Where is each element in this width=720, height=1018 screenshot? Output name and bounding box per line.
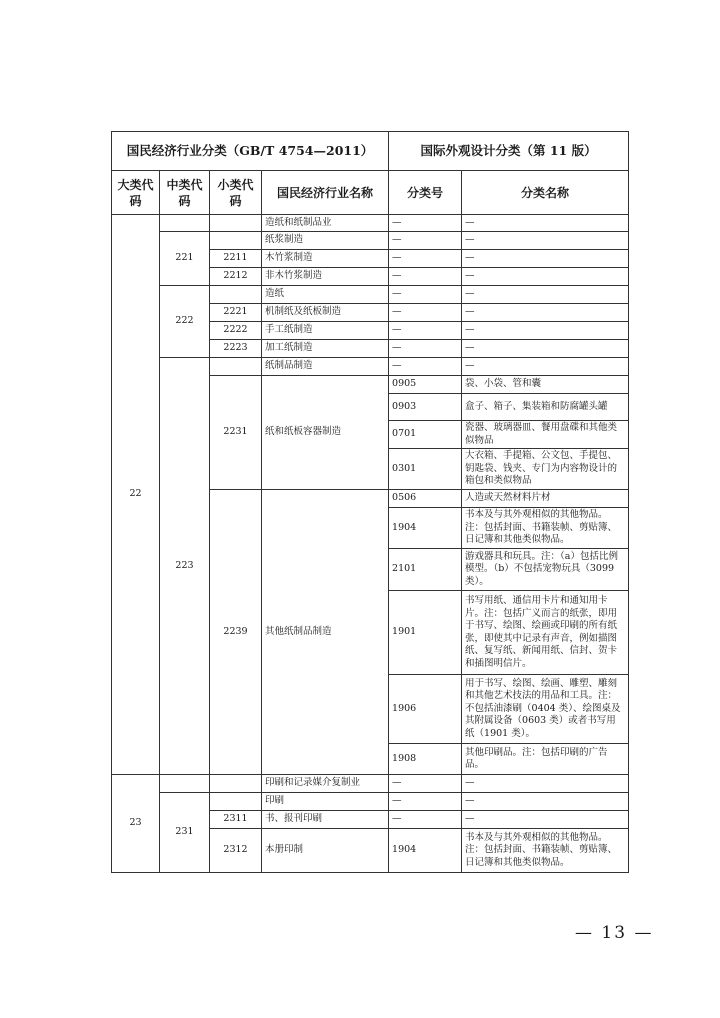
class-number-cell: —	[389, 322, 462, 340]
class-name-cell: 其他印刷品。注：包括印刷的广告品。	[462, 744, 629, 775]
industry-name-cell: 非木竹浆制造	[262, 268, 389, 286]
class-number-cell: —	[389, 340, 462, 358]
minor-code-cell: 2221	[210, 304, 262, 322]
table-row	[112, 793, 629, 811]
minor-code-cell	[210, 793, 262, 811]
minor-code-cell	[210, 286, 262, 304]
industry-name-cell: 加工纸制造	[262, 340, 389, 358]
minor-code-cell: 2212	[210, 268, 262, 286]
class-number-cell: —	[389, 793, 462, 811]
header-major-code: 大类代码	[112, 171, 160, 215]
minor-code-cell: 2312	[210, 829, 262, 873]
class-number-cell: —	[389, 232, 462, 250]
class-name-cell: 书本及与其外观相似的其他物品。注：包括封面、书籍装帧、剪贴簿、日记簿和其他类似物品。	[462, 508, 629, 549]
middle-code-cell	[160, 775, 210, 793]
industry-name-cell: 纸和纸板容器制造	[262, 376, 389, 490]
class-name-cell: —	[462, 811, 629, 829]
major-code-cell: 23	[112, 775, 160, 873]
class-number-cell: 0506	[389, 490, 462, 508]
minor-code-cell: 2211	[210, 250, 262, 268]
class-number-cell: —	[389, 775, 462, 793]
middle-code-cell: 222	[160, 286, 210, 358]
header-class-name: 分类名称	[462, 171, 629, 215]
class-name-cell: —	[462, 286, 629, 304]
industry-name-cell: 机制纸及纸板制造	[262, 304, 389, 322]
class-number-cell: 1904	[389, 508, 462, 549]
table-header-row	[112, 171, 629, 215]
class-name-cell: 用于书写、绘图、绘画、雕塑、雕刻和其他艺术技法的用品和工具。注：不包括油漆刷（0404 类）、绘图桌及其附属设备（0603 类）或者书写用纸（1901 类）。	[462, 675, 629, 744]
class-name-cell: —	[462, 268, 629, 286]
class-name-cell: 大衣箱、手提箱、公文包、手提包、钥匙袋、钱夹、专门为内容物设计的箱包和类似物品	[462, 449, 629, 490]
header-minor-code: 小类代码	[210, 171, 262, 215]
page-number: — 13 —	[575, 923, 654, 943]
class-name-cell: —	[462, 358, 629, 376]
middle-code-cell: 231	[160, 793, 210, 873]
table-row	[112, 232, 629, 250]
title-design-classification: 国际外观设计分类（第 11 版）	[389, 132, 629, 171]
class-number-cell: 1906	[389, 675, 462, 744]
class-name-cell: 游戏器具和玩具。注：（a）包括比例模型。（b）不包括宠物玩具（3099 类）。	[462, 549, 629, 591]
class-number-cell: 2101	[389, 549, 462, 591]
minor-code-cell: 2222	[210, 322, 262, 340]
class-number-cell: 1908	[389, 744, 462, 775]
middle-code-cell	[160, 215, 210, 232]
industry-name-cell: 造纸和纸制品业	[262, 215, 389, 232]
class-number-cell: —	[389, 215, 462, 232]
industry-name-cell: 手工纸制造	[262, 322, 389, 340]
minor-code-cell: 2239	[210, 490, 262, 775]
class-number-cell: 0903	[389, 394, 462, 421]
table-row	[112, 775, 629, 793]
industry-name-cell: 书、报刊印刷	[262, 811, 389, 829]
class-number-cell: —	[389, 268, 462, 286]
industry-name-cell: 印刷	[262, 793, 389, 811]
class-name-cell: 人造或天然材料片材	[462, 490, 629, 508]
industry-name-cell: 本册印制	[262, 829, 389, 873]
industry-name-cell: 木竹浆制造	[262, 250, 389, 268]
class-name-cell: —	[462, 340, 629, 358]
class-name-cell: 书写用纸、通信用卡片和通知用卡片。注：包括广义而言的纸张，即用于书写、绘图、绘画或印刷的所有纸张，即使其中记录有声音，例如描图纸、复写纸、新闻用纸、信封、贺卡和插图明信片。	[462, 591, 629, 675]
class-number-cell: 0905	[389, 376, 462, 394]
minor-code-cell	[210, 358, 262, 376]
class-number-cell: —	[389, 304, 462, 322]
classification-table	[111, 131, 629, 873]
minor-code-cell	[210, 215, 262, 232]
class-name-cell: 盒子、箱子、集装箱和防腐罐头罐	[462, 394, 629, 421]
class-name-cell: —	[462, 250, 629, 268]
minor-code-cell	[210, 232, 262, 250]
minor-code-cell	[210, 775, 262, 793]
middle-code-cell: 223	[160, 358, 210, 775]
class-number-cell: —	[389, 811, 462, 829]
middle-code-cell: 221	[160, 232, 210, 286]
class-number-cell: —	[389, 358, 462, 376]
table-row	[112, 286, 629, 304]
minor-code-cell: 2311	[210, 811, 262, 829]
class-number-cell: —	[389, 250, 462, 268]
industry-name-cell: 印刷和记录媒介复制业	[262, 775, 389, 793]
major-code-cell: 22	[112, 215, 160, 775]
class-number-cell: 1901	[389, 591, 462, 675]
minor-code-cell: 2223	[210, 340, 262, 358]
class-name-cell: —	[462, 215, 629, 232]
class-name-cell: —	[462, 775, 629, 793]
class-name-cell: 书本及与其外观相似的其他物品。注：包括封面、书籍装帧、剪贴簿、日记簿和其他类似物品。	[462, 829, 629, 873]
header-middle-code: 中类代码	[160, 171, 210, 215]
table-row	[112, 215, 629, 232]
class-number-cell: —	[389, 286, 462, 304]
industry-name-cell: 纸浆制造	[262, 232, 389, 250]
class-name-cell: —	[462, 793, 629, 811]
header-industry-name: 国民经济行业名称	[262, 171, 389, 215]
class-name-cell: —	[462, 232, 629, 250]
industry-name-cell: 纸制品制造	[262, 358, 389, 376]
industry-name-cell: 其他纸制品制造	[262, 490, 389, 775]
class-number-cell: 0301	[389, 449, 462, 490]
title-industry-classification: 国民经济行业分类（GB/T 4754—2011）	[112, 132, 389, 171]
header-class-number: 分类号	[389, 171, 462, 215]
table-row	[112, 358, 629, 376]
class-number-cell: 1904	[389, 829, 462, 873]
class-name-cell: 袋、小袋、管和囊	[462, 376, 629, 394]
class-name-cell: 瓷器、玻璃器皿、餐用盘碟和其他类似物品	[462, 421, 629, 449]
class-name-cell: —	[462, 304, 629, 322]
minor-code-cell: 2231	[210, 376, 262, 490]
industry-name-cell: 造纸	[262, 286, 389, 304]
class-name-cell: —	[462, 322, 629, 340]
class-number-cell: 0701	[389, 421, 462, 449]
table-title-row	[112, 132, 629, 171]
